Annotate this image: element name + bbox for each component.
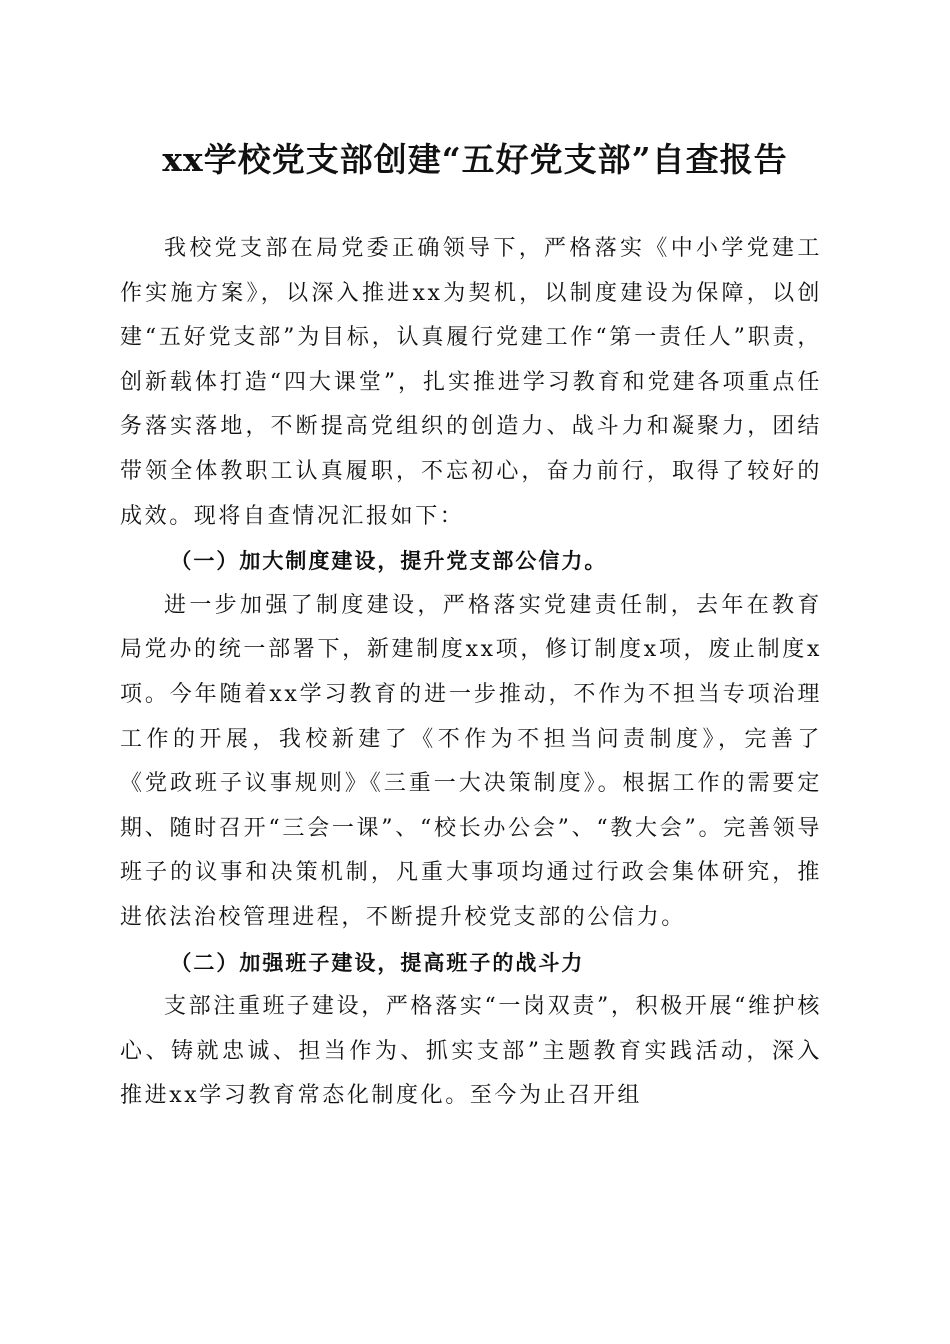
intro-paragraph: 我校党支部在局党委正确领导下，严格落实《中小学党建工作实施方案》，以深入推进xx为契机，以制度建设为保障，以创建“五好党支部”为目标，认真履行党建工作“第一责任人”职责，创新载体打造“四大课堂”，扎实推进学习教育和党建各项重点任务落实落地，不断提高党组织的创造力、战斗力和凝聚力，团结带领全体教职工认真履职，不忘初心，奋力前行，取得了较好的成效。现将自查情况汇报如下：	[120, 236, 822, 529]
section-1-paragraph: 进一步加强了制度建设，严格落实党建责任制，去年在教育局党办的统一部署下，新建制度xx项，修订制度x项，废止制度x项。今年随着xx学习教育的进一步推动，不作为不担当专项治理工作的开展，我校新建了《不作为不担当问责制度》，完善了《党政班子议事规则》《三重一大决策制度》。根据工作的需要定期、随时召开“三会一课”、“校长办公会”、“教大会”。完善领导班子的议事和决策机制，凡重大事项均通过行政会集体研究，推进依法治校管理进程，不断提升校党支部的公信力。	[120, 592, 822, 930]
section-2-paragraph: 支部注重班子建设，严格落实“一岗双责”，积极开展“维护核心、铸就忠诚、担当作为、抓实支部”主题教育实践活动，深入推进xx学习教育常态化制度化。至今为止召开组	[120, 994, 822, 1109]
document-body	[120, 227, 822, 1119]
section-heading-1: （一）加大制度建设，提升党支部公信力。	[170, 548, 608, 574]
section-heading-2: （二）加强班子建设，提高班子的战斗力	[170, 949, 585, 975]
document-title: xx学校党支部创建“五好党支部”自查报告	[162, 140, 788, 179]
